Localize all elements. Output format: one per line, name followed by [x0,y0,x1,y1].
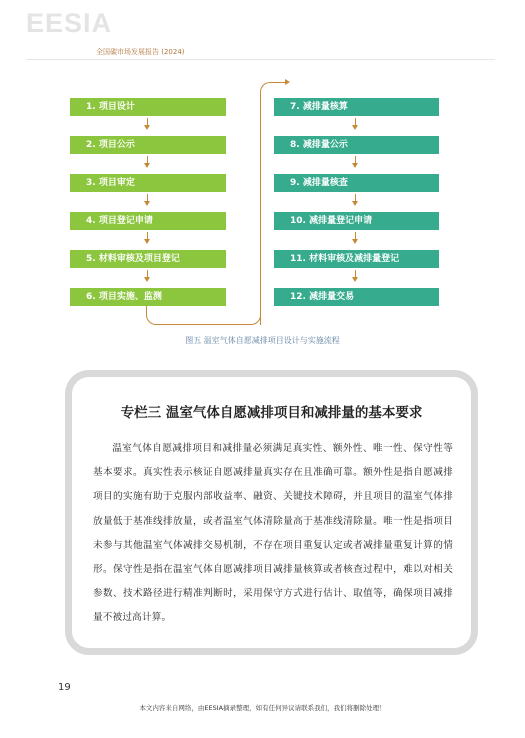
page-number: 19 [58,682,71,693]
figure-caption: 图五 温室气体自愿减排项目设计与实施流程 [185,336,340,345]
flow-step-4: 4. 项目登记申请 [70,212,226,230]
flow-arrow [147,156,148,164]
flow-arrow [355,118,356,126]
report-title: 全国碳市场发展报告 (2024) [96,48,185,56]
eesia-logo: EESIA [26,8,113,38]
flow-connector [146,306,261,325]
flow-arrow [147,118,148,126]
panel-body: 温室气体自愿减排项目和减排量必须满足真实性、额外性、唯一性、保守性等基本要求。真实性表示核证自愿减排量真实存在且准确可靠。额外性是指自愿减排项目的实施有助于克服内部收益率、融资、关键技术障碍，并且项目的温室气体排放量低于基准线排放量，或者温室气体清除量高于基准线清除量。唯一性是指项目未参与其他温室气体减排交易机制，不存在项目重复认定或者减排量重复计算的情形。保守性是指在温室气体自愿减排项目减排量核算或者核查过程中，难以对相关参数、技术路径进行精准判断时，采用保守方式进行估计、取值等，确保项目减排量不被过高计算。 [93,443,453,624]
flow-arrow [147,232,148,240]
flow-arrow [355,232,356,240]
flow-arrow [147,194,148,202]
flow-step-1: 1. 项目设计 [70,98,226,116]
flow-step-5: 5. 材料审核及项目登记 [70,250,226,268]
flow-step-6: 6. 项目实施、监测 [70,288,226,306]
flow-step-12: 12. 减排量交易 [274,288,439,306]
flow-step-8: 8. 减排量公示 [274,136,439,154]
flow-step-9: 9. 减排量核查 [274,174,439,192]
flow-arrow [355,156,356,164]
flow-step-11: 11. 材料审核及减排量登记 [274,250,439,268]
flow-step-2: 2. 项目公示 [70,136,226,154]
flow-arrow [355,194,356,202]
flow-arrow [355,270,356,278]
flow-arrow [147,270,148,278]
header-divider [26,59,495,60]
flow-step-10: 10. 减排量登记申请 [274,212,439,230]
footer-note: 本文内容来自网络，由EESIA摘录整理，如有任何异议请联系我们，我们将删除处理！ [139,704,386,712]
flow-step-7: 7. 减排量核算 [274,98,439,116]
flow-step-3: 3. 项目审定 [70,174,226,192]
info-panel [65,370,478,655]
panel-title: 专栏三 温室气体自愿减排项目和减排量的基本要求 [120,405,423,421]
